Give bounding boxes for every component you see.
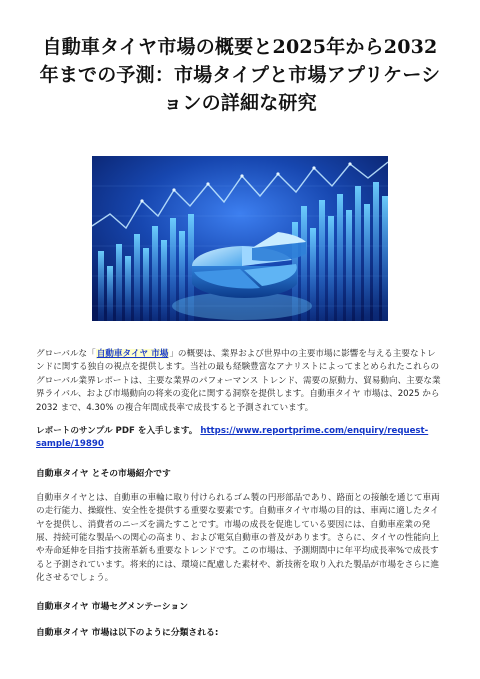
description-paragraph: 自動車タイヤとは、自動車の車輪に取り付けられるゴム製の円形部品であり、路面との接触を通じて車両の走行能力、操縦性、安全性を提供する重要な要素です。自動車タイヤ市場の目的は、車両に適したタイヤを提供し、消費者のニーズを満たすことです。市場の成長を促進している要因には、自動車産業の発展、持続可能な製品への関心の高まり、および電気自動車の普及があります。さらに、タイヤの性能向上や寿命延伸を目指す技術革新も重要なトレンドです。この市場は、予測期間中に年平均成長率%で成長すると予測されています。将来的には、環境に配慮した素材や、新技術を取り入れた製品が市場をさらに進化させるでしょう。 bbox=[36, 492, 440, 584]
market-link[interactable]: 自動車タイヤ 市場 bbox=[96, 349, 169, 359]
hero-image bbox=[92, 156, 388, 321]
section-heading-classification: 自動車タイヤ 市場は以下のように分類される: bbox=[36, 627, 219, 638]
intro-prefix: グローバルな「 bbox=[36, 349, 96, 359]
sample-pdf-line bbox=[36, 425, 444, 452]
page-title: 自動車タイヤ市場の概要と2025年から2032年までの予測：市場タイプと市場アプリケーションの詳細な研究 bbox=[39, 36, 441, 114]
section-heading-segmentation: 自動車タイヤ 市場セグメンテーション bbox=[36, 601, 188, 612]
sample-label: レポートのサンプル PDF を入手します。 bbox=[36, 426, 198, 437]
chart-pie-graphic-icon bbox=[92, 156, 388, 321]
section-heading-introduction: 自動車タイヤ とその市場紹介です bbox=[36, 468, 171, 479]
sample-request-link[interactable]: https://www.reportprime.com/enquiry/request-sample/19890 bbox=[36, 426, 429, 450]
intro-paragraph bbox=[36, 348, 444, 415]
intro-suffix: 」の概要は、業界および世界中の主要市場に影響を与える主要なトレンドに関する独自の視点を提供します。当社の最も経験豊富なアナリストによってまとめられたこれらのグローバル業界レポートは、主要な業界のパフォーマンス トレンド、需要の原動力、貿易動向、主要な業界ライバル、および市場動向の将来の変化に関する洞察を提供します。自動車タイヤ 市場は、2025 から 2032 まで、4.30% の複合年間成長率で成長すると予測されています。 bbox=[36, 349, 441, 413]
